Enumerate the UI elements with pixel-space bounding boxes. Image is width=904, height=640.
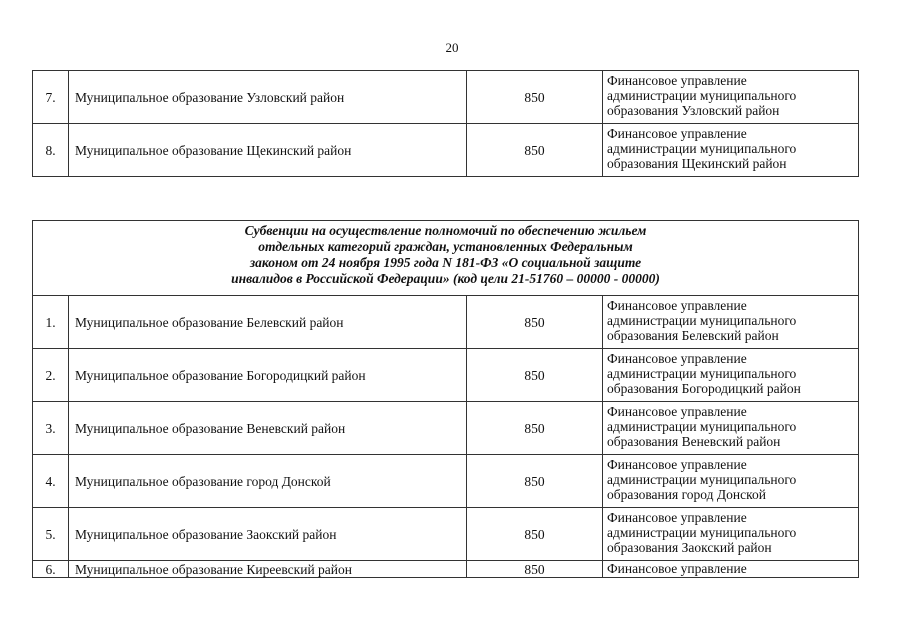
row-number: 6.: [33, 561, 69, 578]
amount-value: 850: [467, 296, 603, 349]
amount-value: 850: [467, 508, 603, 561]
municipality-name: Муниципальное образование Белевский район: [69, 296, 467, 349]
recipient-authority: Финансовое управление: [603, 561, 859, 578]
housing-subvention-table: [32, 220, 859, 578]
row-number: 4.: [33, 455, 69, 508]
table-row: [33, 402, 859, 455]
municipality-name: Муниципальное образование Заокский район: [69, 508, 467, 561]
subsidy-table-continued: [32, 70, 859, 177]
row-number: 3.: [33, 402, 69, 455]
recipient-authority: Финансовое управление администрации муниципального образования Веневский район: [603, 402, 859, 455]
section-header: Субвенции на осуществление полномочий по обеспечению жильем отдельных категорий граждан, установленных Федеральным законом от 24 ноября 1995 года N 181-ФЗ «О социальной защите инвалидов в Российской Федерации» (код цели 21-51760 – 00000 - 00000): [33, 221, 859, 296]
row-number: 8.: [33, 124, 69, 177]
section-header-row: [33, 221, 859, 296]
municipality-name: Муниципальное образование Узловский район: [69, 71, 467, 124]
table-row: [33, 349, 859, 402]
table-row: [33, 561, 859, 578]
row-number: 1.: [33, 296, 69, 349]
table-row: [33, 296, 859, 349]
municipality-name: Муниципальное образование город Донской: [69, 455, 467, 508]
row-number: 2.: [33, 349, 69, 402]
amount-value: 850: [467, 455, 603, 508]
amount-value: 850: [467, 71, 603, 124]
recipient-authority: Финансовое управление администрации муниципального образования Узловский район: [603, 71, 859, 124]
amount-value: 850: [467, 561, 603, 578]
recipient-authority: Финансовое управление администрации муниципального образования Заокский район: [603, 508, 859, 561]
row-number: 5.: [33, 508, 69, 561]
municipality-name: Муниципальное образование Богородицкий район: [69, 349, 467, 402]
row-number: 7.: [33, 71, 69, 124]
table-row: [33, 455, 859, 508]
amount-value: 850: [467, 349, 603, 402]
amount-value: 850: [467, 402, 603, 455]
municipality-name: Муниципальное образование Киреевский район: [69, 561, 467, 578]
table-row: [33, 508, 859, 561]
recipient-authority: Финансовое управление администрации муниципального образования Богородицкий район: [603, 349, 859, 402]
table-row: [33, 124, 859, 177]
recipient-authority: Финансовое управление администрации муниципального образования Белевский район: [603, 296, 859, 349]
recipient-authority: Финансовое управление администрации муниципального образования город Донской: [603, 455, 859, 508]
municipality-name: Муниципальное образование Веневский район: [69, 402, 467, 455]
page-number: 20: [445, 40, 459, 55]
recipient-authority: Финансовое управление администрации муниципального образования Щекинский район: [603, 124, 859, 177]
municipality-name: Муниципальное образование Щекинский район: [69, 124, 467, 177]
table-row: [33, 71, 859, 124]
amount-value: 850: [467, 124, 603, 177]
